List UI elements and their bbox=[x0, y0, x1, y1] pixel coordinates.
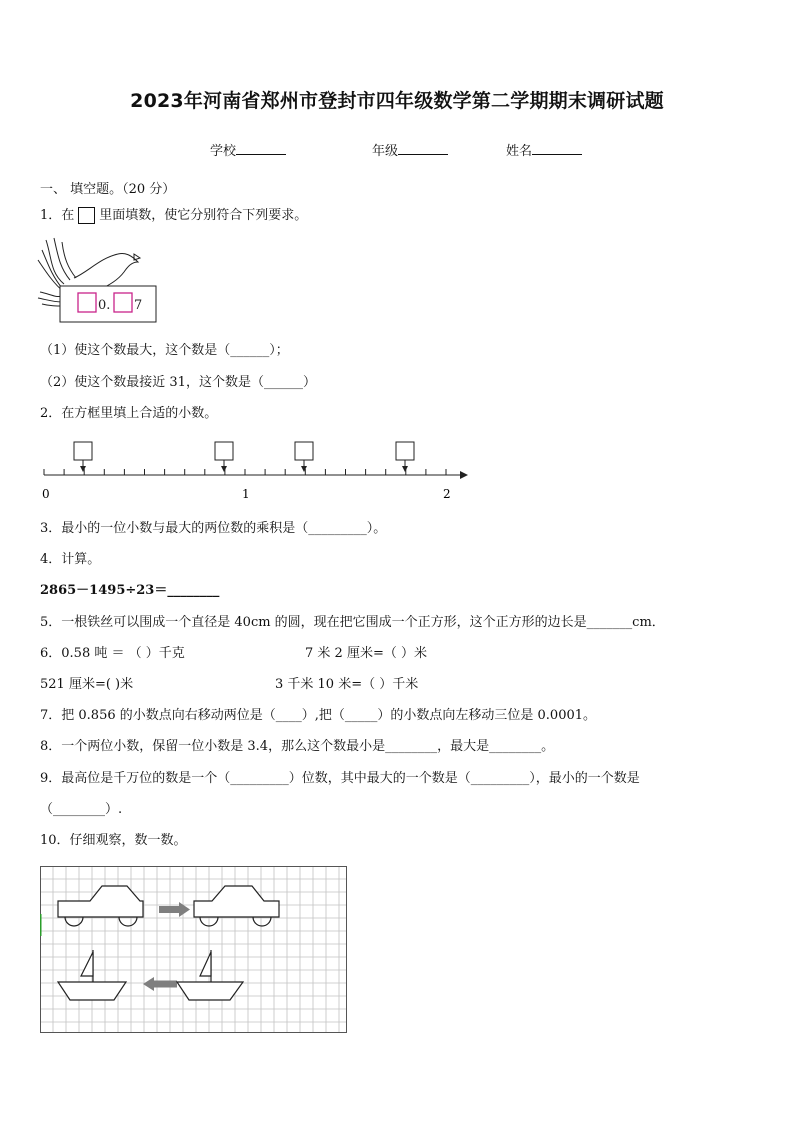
question-2: 2．在方框里填上合适的小数。 bbox=[40, 406, 218, 421]
question-1-sub-2: （2）使这个数最接近 31，这个数是（______） bbox=[40, 375, 316, 390]
axis-label-0: 0 bbox=[42, 487, 50, 501]
question-1-suffix: 里面填数，使它分别符合下列要求。 bbox=[99, 208, 308, 223]
right-arrow-icon bbox=[159, 902, 190, 917]
pointer-arrow-icon bbox=[80, 466, 86, 472]
question-4-expression: 2865－1495÷23＝________ bbox=[40, 583, 220, 598]
bird-body-icon bbox=[74, 253, 138, 290]
question-9-line-2: （________）. bbox=[40, 802, 123, 817]
boat-right-icon bbox=[177, 950, 243, 1000]
question-8: 8．一个两位小数，保留一位小数是 3.4，那么这个数最小是________，最大是________。 bbox=[40, 739, 555, 754]
axis-arrow-icon bbox=[460, 471, 468, 479]
question-6-d: 3 千米 10 米=（ ）千米 bbox=[275, 677, 419, 692]
page-title: 2023年河南省郑州市登封市四年级数学第二学期期末调研试题 bbox=[130, 90, 664, 112]
answer-box-group-4[interactable] bbox=[396, 442, 414, 472]
question-1-prefix: 1．在 bbox=[40, 208, 75, 223]
question-3: 3．最小的一位小数与最大的两位数的乘积是（_________）。 bbox=[40, 521, 387, 536]
question-6-c: 521 厘米=( )米 bbox=[40, 677, 134, 692]
card-decimal-text: 0. bbox=[98, 298, 111, 313]
school-blank[interactable] bbox=[236, 141, 286, 155]
pointer-arrow-icon bbox=[221, 466, 227, 472]
name-label: 姓名 bbox=[506, 144, 533, 159]
left-arrow-icon bbox=[143, 977, 177, 991]
grade-label: 年级 bbox=[372, 144, 399, 159]
axis-label-2: 2 bbox=[443, 487, 451, 501]
question-1 bbox=[40, 207, 307, 225]
question-6-a: 6．0.58 吨 ＝ （ ）千克 bbox=[40, 646, 185, 661]
section-heading: 一、 填空题。（20 分） bbox=[40, 182, 176, 197]
school-field bbox=[210, 140, 286, 159]
bird-wing-icon bbox=[38, 238, 76, 292]
grade-field bbox=[372, 140, 448, 159]
answer-box-group-3[interactable] bbox=[295, 442, 313, 472]
pointer-arrow-icon bbox=[301, 466, 307, 472]
school-label: 学校 bbox=[210, 144, 237, 159]
question-7: 7．把 0.856 的小数点向右移动两位是（____）,把（_____）的小数点向左移动三位是 0.0001。 bbox=[40, 708, 597, 723]
answer-box-group-2[interactable] bbox=[215, 442, 233, 472]
grid-figure bbox=[40, 866, 348, 1034]
question-9-line-1: 9．最高位是千万位的数是一个（_________）位数，其中最大的一个数是（_________），最小的一个数是 bbox=[40, 771, 640, 786]
answer-box[interactable] bbox=[78, 207, 95, 224]
card-digit-text: 7 bbox=[134, 298, 143, 313]
pointer-arrow-icon bbox=[402, 466, 408, 472]
boat-left-icon bbox=[58, 950, 126, 1000]
bird-card-illustration bbox=[34, 232, 164, 332]
question-5: 5．一根铁丝可以围成一个直径是 40cm 的圆，现在把它围成一个正方形，这个正方形的边长是_______cm． bbox=[40, 615, 665, 630]
name-field bbox=[506, 140, 582, 159]
question-10: 10．仔细观察，数一数。 bbox=[40, 833, 187, 848]
axis-label-1: 1 bbox=[242, 487, 250, 501]
number-line bbox=[34, 436, 474, 506]
question-4: 4．计算。 bbox=[40, 552, 101, 567]
grade-blank[interactable] bbox=[398, 141, 448, 155]
name-blank[interactable] bbox=[532, 141, 582, 155]
question-1-sub-1: （1）使这个数最大，这个数是（______）； bbox=[40, 343, 289, 358]
answer-box-group-1[interactable] bbox=[74, 442, 92, 472]
question-6-b: 7 米 2 厘米=（ ）米 bbox=[305, 646, 427, 661]
